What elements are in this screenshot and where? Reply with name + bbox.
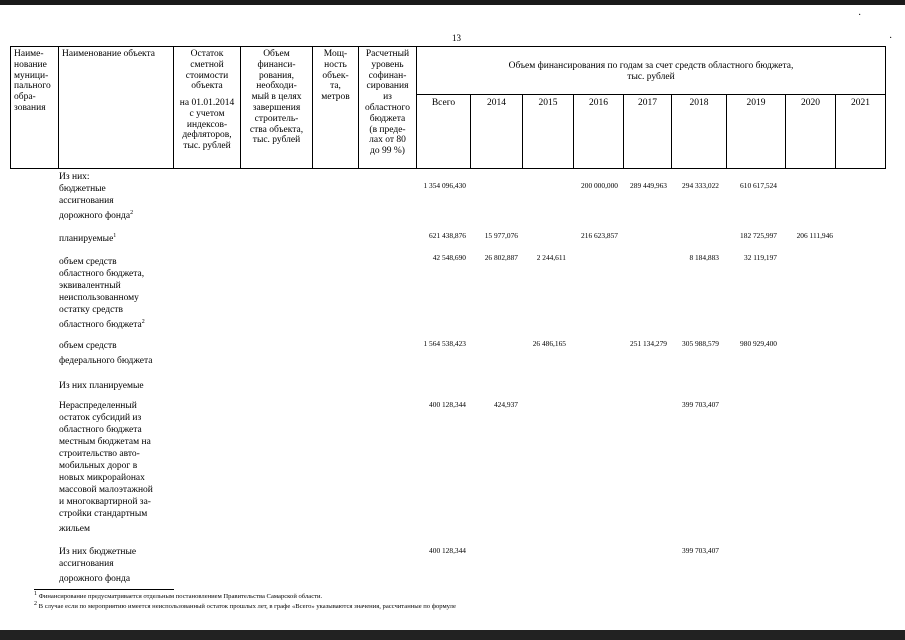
- header-year: 2015: [538, 98, 558, 108]
- bottom-scan-border: [0, 630, 905, 640]
- value-cell: 305 988,579: [682, 339, 719, 348]
- value-cell: 289 449,963: [630, 181, 667, 190]
- header-capacity: Мощ- ность объек- та, метров: [321, 49, 350, 103]
- header-cofinancing-level: Расчетный уровень софинан- сирования из областного бюджета (в преде- лах от 80 до 99 %): [365, 49, 410, 157]
- value-cell: 400 128,344: [429, 400, 466, 409]
- value-cell: 980 929,400: [740, 339, 777, 348]
- header-year: 2019: [746, 98, 766, 108]
- header-year: 2021: [851, 98, 870, 108]
- page-number: 13: [452, 33, 461, 43]
- footnote-separator: [34, 589, 174, 590]
- value-cell: 610 617,524: [740, 181, 777, 190]
- value-cell: 1 564 538,423: [423, 339, 466, 348]
- row-label: планируемые$^1$: [59, 233, 117, 245]
- footnote: $^1$ Финансирование предусматривается отдельным постановлением Правительства Самарской области.: [34, 591, 323, 601]
- table-header: [10, 46, 886, 169]
- header-year: 2017: [638, 98, 657, 108]
- value-cell: 399 703,407: [682, 400, 719, 409]
- value-cell: 251 134,279: [630, 339, 667, 348]
- value-cell: 400 128,344: [429, 546, 466, 555]
- value-cell: 399 703,407: [682, 546, 719, 555]
- header-municipality: Наиме- нование муници- пального обра- зования: [14, 49, 51, 113]
- row-label: Из них: бюджетные ассигнования дорожного фонда$^2$: [59, 172, 134, 222]
- row-label: объем средств областного бюджета, эквивалентный неиспользованному остатку средств областного бюджета$^2$: [59, 257, 145, 331]
- value-cell: 2 244,611: [536, 253, 566, 262]
- value-cell: 1 354 096,430: [423, 181, 466, 190]
- header-financing-volume: Объем финанси- рования, необходи- мый в целях завершения строитель- ства объекта, тыс. рублей: [249, 49, 304, 146]
- header-remaining-cost: Остаток сметной стоимости объекта: [185, 49, 229, 92]
- value-cell: 15 977,076: [484, 231, 518, 240]
- scan-speck: ·: [858, 10, 862, 21]
- top-scan-border: [0, 0, 905, 5]
- header-financing-by-year: Объем финансирования по годам за счет средств областного бюджета, тыс. рублей: [508, 61, 794, 82]
- row-label: Из них планируемые: [59, 381, 144, 392]
- row-label: Нераспределенный остаток субсидий из областного бюджета местным бюджетам на строительство авто- мобильных дорог в новых микрорайонах массовой малоэтажной и многоквартирной за- стройки стандартным жильем: [59, 401, 153, 535]
- header-remaining-cost-date: на 01.01.2014 с учетом индексов- дефляторов, тыс. рублей: [179, 98, 235, 152]
- row-label: объем средств федерального бюджета: [59, 341, 153, 367]
- header-object-name: Наименование объекта: [62, 49, 156, 59]
- value-cell: 424,937: [493, 400, 518, 409]
- header-year: 2014: [487, 98, 506, 108]
- row-label: Из них бюджетные ассигнования дорожного фонда: [59, 547, 137, 585]
- header-year-total: Всего: [431, 98, 456, 108]
- header-year: 2018: [689, 98, 709, 108]
- value-cell: 32 119,197: [744, 253, 777, 262]
- value-cell: 182 725,997: [740, 231, 777, 240]
- footnote: $^2$ В случае если по мероприятию имеется неиспользованный остаток прошлых лет, в графе «Всего» указываются значения, рассчитанные по формуле: [34, 601, 456, 611]
- value-cell: 8 184,883: [689, 253, 719, 262]
- value-cell: 621 438,876: [429, 231, 466, 240]
- header-year: 2016: [589, 98, 608, 108]
- value-cell: 26 486,165: [532, 339, 566, 348]
- value-cell: 42 548,690: [432, 253, 466, 262]
- scan-speck: ·: [889, 33, 893, 44]
- value-cell: 216 623,857: [581, 231, 618, 240]
- value-cell: 26 802,887: [484, 253, 518, 262]
- header-year: 2020: [801, 98, 820, 108]
- value-cell: 206 111,946: [796, 231, 833, 240]
- value-cell: 200 000,000: [581, 181, 618, 190]
- value-cell: 294 333,022: [682, 181, 719, 190]
- row-divider: [416, 94, 885, 95]
